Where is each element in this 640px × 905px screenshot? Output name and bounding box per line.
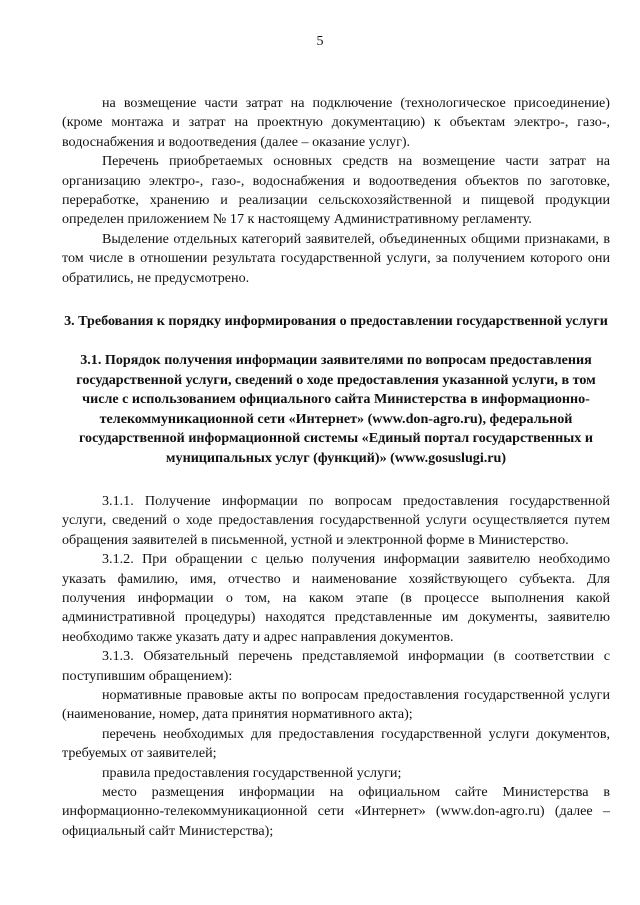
page-number: 5 [316, 34, 324, 49]
document-body [62, 94, 610, 841]
paragraph-3-1-3: 3.1.3. Обязательный перечень представляемой информации (в соответствии с поступившим обращением): [62, 648, 610, 684]
paragraph-continuation: на возмещение части затрат на подключение (технологическое присоединение) (кроме монтажа и затрат на проектную документацию) к объектам электро-, газо-, водоснабжения и водоотведения (далее – оказание услуг). [62, 95, 610, 150]
list-item-required-documents: перечень необходимых для предоставления государственной услуги документов, требуемых от заявителей; [62, 725, 610, 762]
subsection-heading: 3.1. Порядок получения информации заявителями по вопросам предоставления государственной услуги, сведений о ходе предоставления указанной услуги, в том числе с использованием официального сайта Министерства в информационно-телекоммуникационной сети «Интернет» (www.don-agro.ru), федеральной государственной информационной системы «Единый портал государственных и муниципальных услуг (функций)» (www.gosuslugi.ru) [76, 352, 596, 466]
section-heading: 3. Требования к порядку информирования о предоставлении государственной услуги [64, 313, 608, 330]
paragraph-3-1-2: 3.1.2. При обращении с целью получения информации заявителю необходимо указать фамилию, имя, отчество и наименование хозяйствующего субъекта. Для получения информации о том, на каком этапе (в процессе выполнения какой административной процедуры) находятся представленные им документы, заявителю необходимо также указать дату и адрес направления документов. [62, 551, 610, 645]
paragraph-3-1-1: 3.1.1. Получение информации по вопросам предоставления государственной услуги, сведений о ходе предоставления государственной услуги осуществляется путем обращения заявителей в письменной, устной и электронной форме в Министерство. [62, 492, 610, 548]
list-item-website-placement: место размещения информации на официальном сайте Министерства в информационно-телекоммуникационной сети «Интернет» (www.don-agro.ru) (далее – официальный сайт Министерства); [62, 784, 610, 839]
list-item-rules: правила предоставления государственной услуги; [102, 764, 402, 781]
paragraph-fixed-assets-list: Перечень приобретаемых основных средств на возмещение части затрат на организацию электро-, газо-, водоснабжения и водоотведения объектов по заготовке, переработке, хранению и реализации сельскохозяйственной и пищевой продукции определен приложением № 17 к настоящему Административному регламенту. [62, 153, 610, 228]
paragraph-applicant-categories: Выделение отдельных категорий заявителей, объединенных общими признаками, в том числе в отношении результата государственной услуги, за получением которого они обратились, не предусмотрено. [62, 230, 610, 286]
list-item-normative-acts: нормативные правовые акты по вопросам предоставления государственной услуги (наименование, номер, дата принятия нормативного акта); [62, 686, 610, 723]
